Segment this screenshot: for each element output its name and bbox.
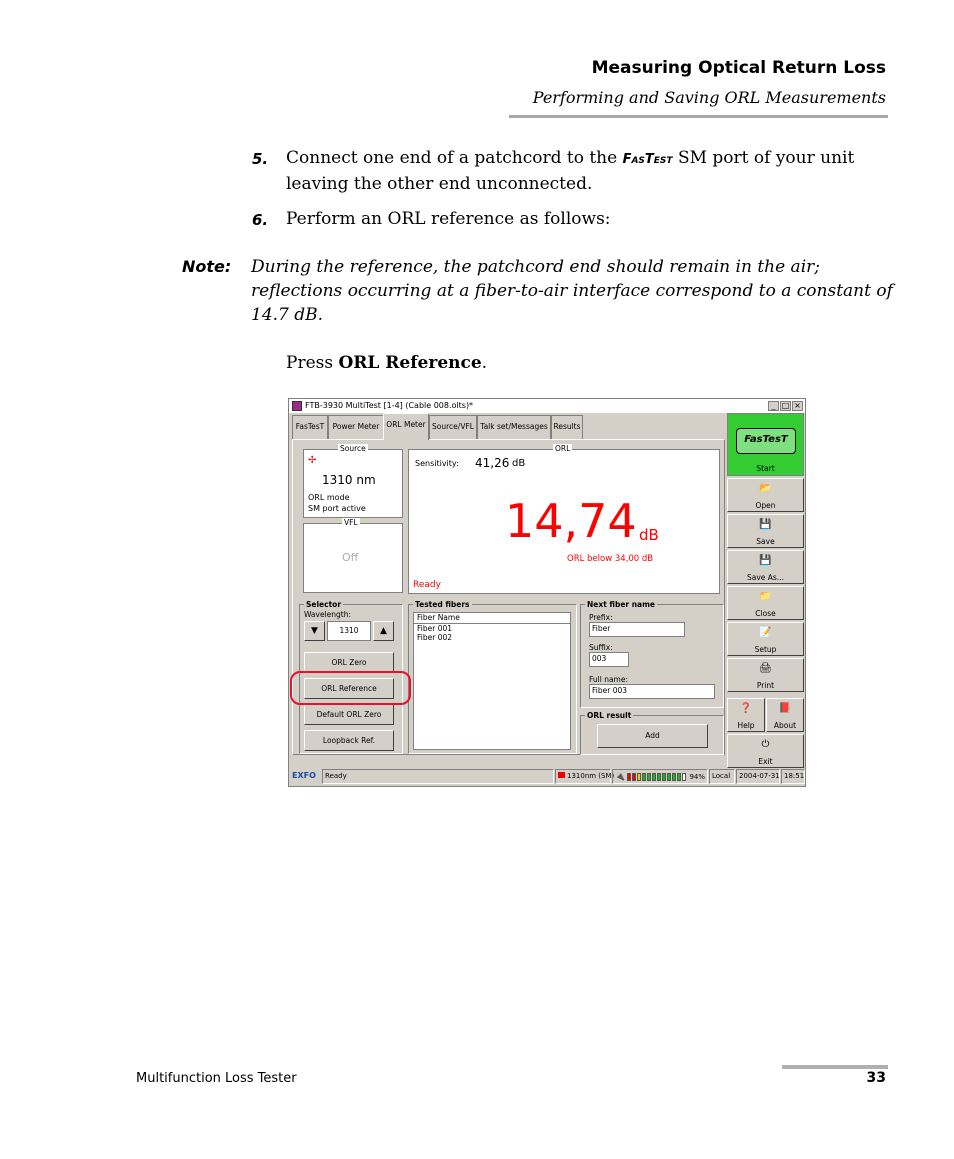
source-wavelength: 1310 nm (322, 473, 376, 487)
exit-label: Exit (758, 757, 773, 766)
suffix-label: Suffix: (589, 643, 613, 652)
step-number: 6. (252, 211, 269, 229)
footer-title: Multifunction Loss Tester (136, 1071, 297, 1086)
sensitivity-label: Sensitivity: (415, 459, 459, 468)
suffix-field[interactable]: 003 (589, 652, 629, 667)
time-status: 18:51 (781, 769, 805, 784)
note-text (251, 255, 893, 327)
tab-power-meter[interactable]: Power Meter (328, 415, 384, 439)
source-port: SM port active (308, 504, 366, 513)
close-button[interactable] (727, 586, 804, 620)
status-bar (290, 769, 805, 785)
note-line: 14.7 dB. (251, 305, 324, 325)
about-book-icon: 📕 (778, 703, 792, 714)
step-text: Perform an ORL reference as follows: (286, 209, 611, 229)
selector-label: Selector (306, 600, 342, 609)
help-icon: ❓ (739, 703, 753, 714)
battery-bar (632, 773, 636, 781)
loopback-ref-button[interactable]: Loopback Ref. (304, 730, 394, 751)
setup-button[interactable] (727, 622, 804, 656)
battery-bar (637, 773, 641, 781)
orl-message: ORL below 34,00 dB (567, 554, 654, 564)
step-text (286, 146, 854, 197)
about-label: About (773, 721, 797, 730)
instruction-pre: Press (286, 353, 339, 373)
about-button[interactable] (766, 698, 804, 732)
full-name-field[interactable]: Fiber 003 (589, 684, 715, 699)
note-line: reflections occurring at a fiber-to-air interface correspond to a constant of (251, 281, 893, 301)
close-window-button[interactable]: × (792, 401, 803, 411)
prefix-label: Prefix: (589, 613, 613, 622)
orl-value: 14,74 (505, 494, 637, 548)
battery-gauge (627, 771, 687, 784)
orl-result-group (580, 711, 724, 755)
folder-icon: 📁 (759, 591, 772, 602)
next-fiber-group (580, 600, 724, 708)
title-bar (289, 399, 805, 413)
section-title: Performing and Saving ORL Measurements (532, 88, 886, 107)
open-button[interactable] (727, 478, 804, 512)
orl-zero-button[interactable]: ORL Zero (304, 652, 394, 673)
wavelength-down-button[interactable]: ▼ (304, 621, 325, 641)
tested-fibers-list[interactable] (413, 612, 571, 750)
source-mode: ORL mode (308, 493, 350, 502)
save-label: Save (756, 537, 775, 546)
close-label: Close (755, 609, 776, 618)
laser-icon: ✢ (308, 455, 317, 466)
battery-bar (682, 773, 686, 781)
battery-status (612, 769, 708, 784)
exit-button[interactable] (727, 734, 804, 768)
orl-result-label: ORL result (587, 711, 632, 720)
wavelength-up-button[interactable]: ▲ (373, 621, 394, 641)
vfl-box (303, 518, 403, 593)
instruction-bold: ORL Reference (338, 353, 482, 373)
list-header[interactable]: Fiber Name (414, 613, 570, 624)
source-label: Source (340, 444, 366, 453)
orl-reference-button[interactable]: ORL Reference (304, 678, 394, 699)
battery-bar (667, 773, 671, 781)
minimize-button[interactable]: _ (768, 401, 779, 411)
battery-bar (672, 773, 676, 781)
tab-fastest[interactable]: FasTesT (292, 415, 328, 439)
battery-bar (652, 773, 656, 781)
orl-label: ORL (555, 444, 571, 453)
instruction (286, 351, 487, 376)
add-button[interactable]: Add (597, 724, 708, 748)
save-button[interactable] (727, 514, 804, 548)
battery-bar (647, 773, 651, 781)
start-label: Start (756, 464, 775, 473)
tab-orl-meter[interactable]: ORL Meter (383, 413, 429, 440)
battery-bar (657, 773, 661, 781)
power-icon: ⏻ (761, 739, 770, 750)
window-title: FTB-3930 MultiTest [1-4] (Cable 008.olts)* (305, 401, 474, 410)
wavelength-label: Wavelength: (304, 610, 352, 619)
battery-bar (677, 773, 681, 781)
mode-status: Local (709, 769, 735, 784)
setup-icon: 📝 (759, 627, 772, 638)
help-button[interactable] (727, 698, 765, 732)
printer-icon: 🖨 (759, 663, 772, 674)
full-name-label: Full name: (589, 675, 629, 684)
setup-label: Setup (754, 645, 777, 654)
source-box (303, 444, 403, 518)
tab-source-vfl[interactable]: Source/VFL (429, 415, 477, 439)
default-orl-zero-button[interactable]: Default ORL Zero (304, 704, 394, 725)
prefix-field[interactable]: Fiber (589, 622, 685, 637)
open-folder-icon: 📂 (759, 483, 772, 494)
save-as-label: Save As... (747, 573, 784, 582)
plug-icon: 🔌 (615, 772, 625, 781)
battery-bar (642, 773, 646, 781)
wavelength-field[interactable]: 1310 (327, 621, 371, 641)
tested-fibers-group (408, 600, 577, 754)
step-number: 5. (252, 150, 269, 168)
maximize-button[interactable]: □ (781, 401, 790, 410)
tab-results[interactable]: Results (551, 415, 583, 439)
orl-unit: dB (639, 526, 659, 544)
orl-box (408, 444, 720, 594)
fastest-logo: FasTesT (736, 428, 796, 454)
tested-fibers-label: Tested fibers (415, 600, 470, 609)
save-as-icon: 💾 (759, 555, 772, 566)
status-text: Ready (322, 769, 554, 784)
battery-bar (662, 773, 666, 781)
step-text-pre: Connect one end of a patchcord to the (286, 148, 623, 168)
save-icon: 💾 (759, 519, 772, 530)
help-label: Help (737, 721, 755, 730)
step-text-line2: leaving the other end unconnected. (286, 174, 593, 194)
note-line: During the reference, the patchcord end should remain in the air; (251, 257, 820, 277)
note-label: Note: (182, 257, 232, 276)
source-status-text: 1310nm (SM) (567, 772, 615, 780)
list-item[interactable]: Fiber 001 (417, 624, 453, 633)
date-status: 2004-07-31 (736, 769, 780, 784)
next-fiber-label: Next fiber name (587, 600, 656, 609)
vfl-label: VFL (344, 518, 358, 527)
footer-rule (782, 1065, 888, 1069)
highlight-ring (290, 671, 411, 705)
app-icon (292, 401, 302, 411)
list-item[interactable]: Fiber 002 (417, 633, 453, 642)
battery-percent: 94% (689, 773, 705, 781)
battery-bar (627, 773, 631, 781)
source-status-icon (558, 772, 565, 778)
print-label: Print (756, 681, 775, 690)
chapter-title: Measuring Optical Return Loss (591, 58, 886, 78)
save-as-button[interactable] (727, 550, 804, 584)
page-number: 33 (866, 1070, 886, 1086)
start-button[interactable] (727, 413, 804, 476)
vfl-state: Off (342, 551, 359, 564)
exfo-logo: EXFO (292, 771, 316, 780)
tab-talk-set[interactable]: Talk set/Messages (477, 415, 551, 439)
source-status (555, 769, 615, 784)
sensitivity-unit: dB (512, 458, 526, 469)
instruction-post: . (481, 353, 488, 373)
header-rule (509, 115, 888, 118)
sensitivity-value: 41,26 (475, 456, 510, 470)
step-text-post: SM port of your unit (672, 148, 855, 168)
open-label: Open (755, 501, 776, 510)
print-button[interactable] (727, 658, 804, 692)
app-window (288, 398, 806, 787)
orl-status: Ready (413, 580, 441, 590)
brand-name: FasTest (622, 152, 673, 167)
